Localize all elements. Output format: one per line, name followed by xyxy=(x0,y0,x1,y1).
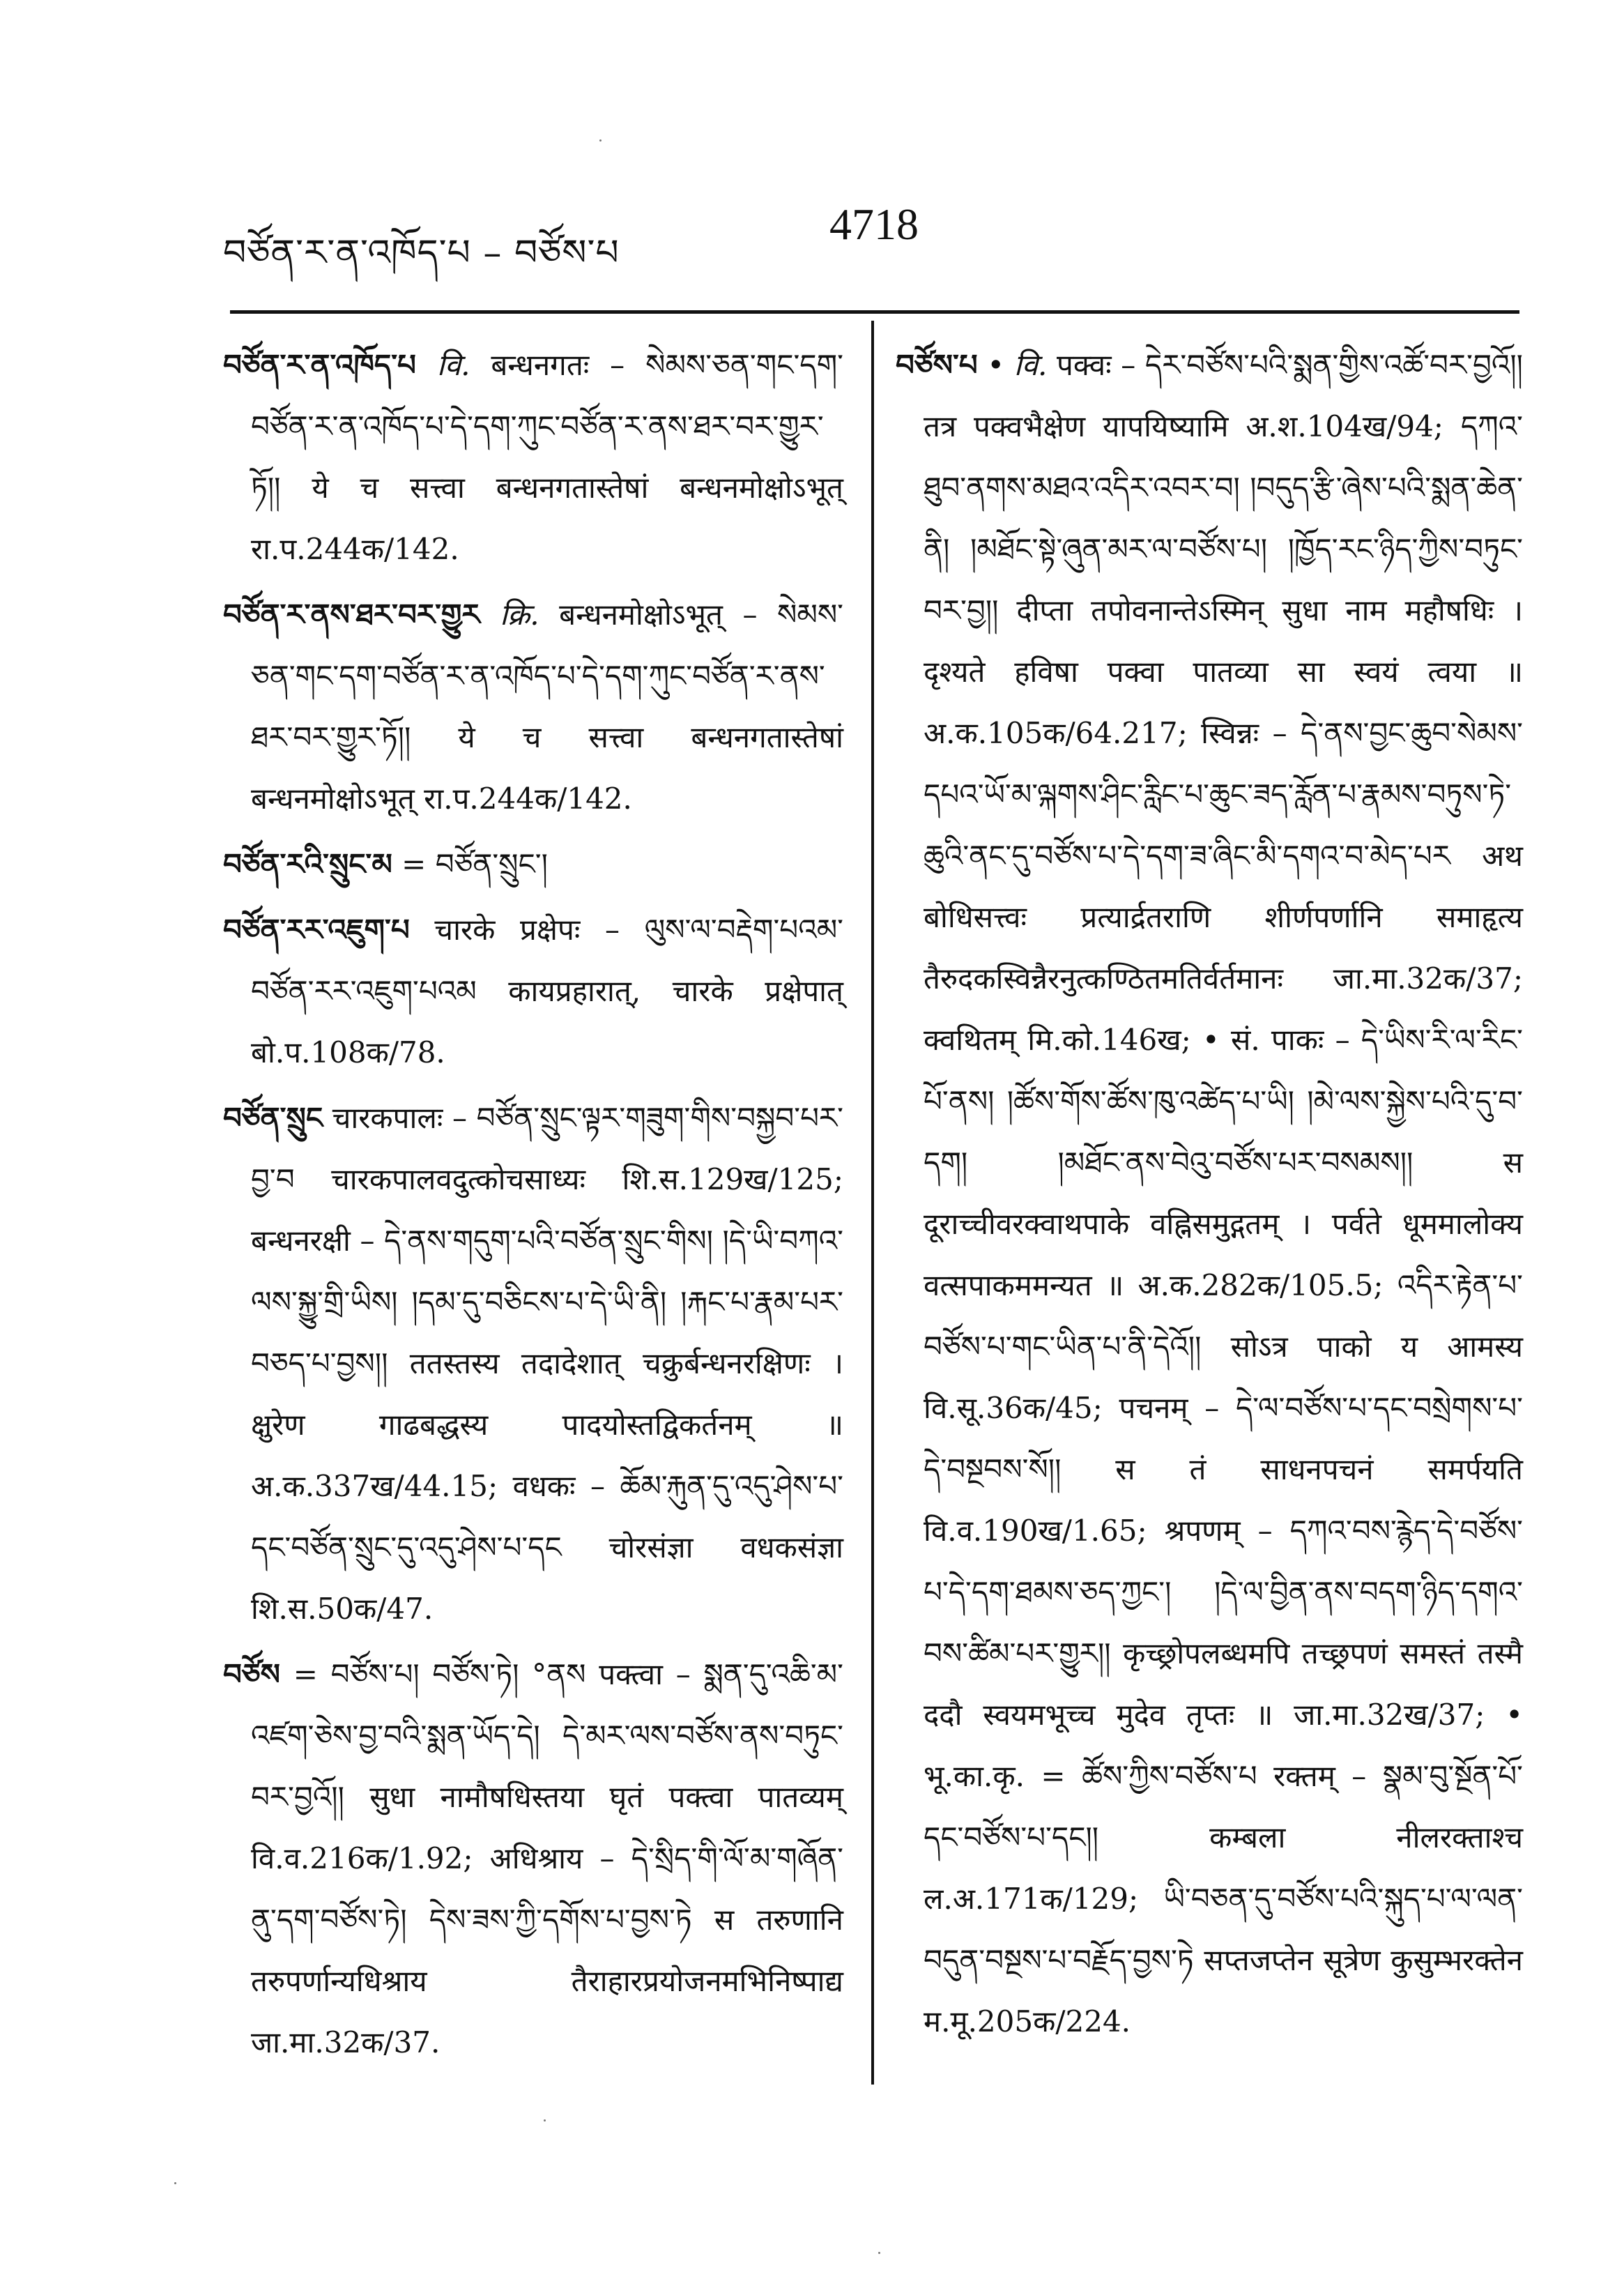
scan-speck xyxy=(544,2119,546,2121)
entry-text: चारके प्रक्षेपः – ལུས་ལ་བརྡེག་པའམ་བཙོན་རར་འཇུག་པའམ कायप्रहारात्, चारके प्रक्षेपात् बो.प.108क/78. xyxy=(251,913,843,1069)
scan-speck xyxy=(174,2182,176,2184)
entry-text: चारकपालः – བཙོན་སྲུང་ལྟར་གཟུག་གིས་བསྐྱབ་པར་བྱ་བ चारकपालवदुत्कोचसाध्यः शि.स.129ख/125; बन्धनरक्षी – དེ་ནས་གདུག་པའི་བཙོན་སྲུང་གིས། །དེ་ཡི་བཀའ་ལས་སྐྱུ་གྲི་ཡིས། །དམ་དུ་བཅིངས་པ་དེ་ཡི་ནི། །རྐང་པ་རྣམ་པར་བཅད་པ་བྱས།། ततस्तस्य तदादेशात् चक्रुर्बन्धनरक्षिणः । क्षुरेण गाढबद्धस्य पादयोस्तद्विकर्तनम् ॥ अ.क.337ख/44.15; वधकः – ཆོམ་རྐུན་དུ་འདུ་ཤེས་པ་དང་བཙོན་སྲུང་དུ་འདུ་ཤེས་པ་དང चोरसंज्ञा वधकसंज्ञा शि.स.50क/47. xyxy=(251,1101,843,1626)
entry-grammar: क्रि. xyxy=(500,597,539,632)
page-number: 4718 xyxy=(829,199,919,249)
entry-text: = བཙོས་པ། བཙོས་ཏེ། °ནས पक्त्वा – སྨན་དུ་འཆི་མ་འཛག་ཅེས་བྱ་བའི་སྨན་ཡོད་དེ། དེ་མར་ལས་བཙོས་ནས་བཏུང་བར་བྱའོ།། सुधा नामौषधिस्तया घृतं पक्त्वा पातव्यम् वि.व.216क/1.92; अधिश्राय – དེ་སྲིད་གི་ལོ་མ་གཞོན་ནུ་དག་བཙོས་ཏེ། དེས་ཟས་ཀྱི་དགོས་པ་བྱས་ཏེ स तरुणानि तरुपर्णान्यधिश्राय तैराहारप्रयोजनमभिनिष्पाद्य जा.मा.32क/37. xyxy=(251,1657,843,2059)
dictionary-entry xyxy=(223,584,843,830)
scan-speck xyxy=(878,2252,880,2254)
entry-headword: བཙོན་རའི་སྲུང་མ xyxy=(223,847,392,881)
entry-headword: བཙོན་ར་ནས་ཐར་བར་གྱུར xyxy=(223,597,480,632)
left-column xyxy=(223,335,843,2078)
entry-grammar: • वि. xyxy=(987,348,1048,382)
entry-headword: བཙོས xyxy=(223,1657,280,1691)
entry-headword: བཙོན་སྲུང xyxy=(223,1101,323,1135)
entry-headword: བཙོས་པ xyxy=(896,348,978,382)
entry-text: पक्वः – དེར་བཙོས་པའི་སྨན་གྱིས་འཚོ་བར་བྱའོ།། तत्र पक्वभैक्षेण यापयिष्यामि अ.श.104ख/94; དཀའ་ཐུབ་ནགས་མཐའ་འདིར་འབར་བ། །བདུད་རྩི་ཞེས་པའི་སྨན་ཆེན་ནི། །མཐོང་སྟེ་ཞུན་མར་ལ་བཙོས་པ། །ཁྱོད་རང་ཉིད་ཀྱིས་བཏུང་བར་བྱ།། दीप्ता तपोवनान्तेऽस्मिन् सुधा नाम महौषधिः । दृश्यते हविषा पक्वा पातव्या सा स्वयं त्वया ॥ अ.क.105क/64.217; स्विन्नः – དེ་ནས་བྱང་ཆུབ་སེམས་དཔའ་ཡོ་མ་ལྐགས་ཤིང་རླིང་པ་ཆུང་ཟད་རློན་པ་རྣམས་བཏུས་ཏེ་ཆུའི་ནང་དུ་བཙོས་པ་དེ་དག་ཟ་ཞིང་མི་དགའ་བ་མེད་པར अथ बोधिसत्त्वः प्रत्यार्द्रतराणि शीर्णपर्णानि समाहृत्य तैरुदकस्विन्नैरनुत्कण्ठितमतिर्वर्तमानः जा.मा.32क/37; क्वथितम् मि.को.146ख; • सं. पाकः – དེ་ཡིས་རི་ལ་རིང་པོ་ནས། །ཚོས་གོས་ཚོས་ཁུ་འཚེད་པ་ཡི། །མེ་ལས་སྐྱེས་པའི་དུ་བ་དག། །མཐོང་ནས་བེའུ་བཙོས་པར་བསམས།། स दूराच्चीवरक्वाथपाके वह्निसमुद्गतम् । पर्वते धूममालोक्य वत्सपाकममन्यत ॥ अ.क.282क/105.5; འདིར་རྟེན་པ་བཙོས་པ་གང་ཡིན་པ་ནི་དེའོ།། सोऽत्र पाको य आमस्य वि.सू.36क/45; पचनम् – དེ་ལ་བཙོས་པ་དང་བསྲེགས་པ་དེ་བསྔབས་སོ།། स तं साधनपचनं समर्पयति वि.व.190ख/1.65; श्रपणम् – དཀའ་བས་རྙེད་དེ་བཙོས་པ་དེ་དག་ཐམས་ཅད་ཀྱང་། །དེ་ལ་བྱིན་ནས་བདག་ཉིད་དགའ་བས་ཚིམ་པར་གྱུར།། कृच्छ्रोपलब्धमपि तच्छ्रपणं समस्तं तस्मै ददौ स्वयमभूच्च मुदेव तृप्तः ॥ जा.मा.32ख/37; • भू.का.कृ. = ཚོས་ཀྱིས་བཙོས་པ रक्तम् – སྣམ་བུ་སྔོན་པོ་དང་བཙོས་པ་དང།། कम्बला नीलरक्ताश्च ल.अ.171क/129; ཡི་བཅན་དུ་བཙོས་པའི་སྐུད་པ་ལ་ལན་བདུན་བསྔས་པ་བརྗོད་བྱས་ཏེ सप्तजप्तेन सूत्रेण कुसुम्भरक्तेन म.मू.205क/224. xyxy=(924,348,1523,2039)
right-column xyxy=(896,335,1523,2057)
entry-grammar: वि. xyxy=(436,348,470,382)
column-divider xyxy=(871,321,874,2085)
entry-headword: བཙོན་རར་འཇུག་པ xyxy=(223,913,410,947)
scan-speck xyxy=(599,139,602,142)
dictionary-entry xyxy=(896,335,1523,2052)
dictionary-entry xyxy=(223,335,843,580)
dictionary-entry xyxy=(223,834,843,895)
entry-text: बन्धनगतः – སེམས་ཅན་གང་དག་བཙོན་ར་ན་འཁོད་པ་དེ་དག་ཀུང་བཙོན་ར་ནས་ཐར་བར་གྱུར་ཏོ།། ये च सत्त्वा बन्धनगतास्तेषां बन्धनमोक्षोऽभूत् रा.प.244क/142. xyxy=(251,348,843,566)
header-rule xyxy=(230,310,1519,314)
entry-text: = བཙོན་སྲུང་། xyxy=(401,847,548,881)
dictionary-entry xyxy=(223,1644,843,2073)
dictionary-entry xyxy=(223,899,843,1083)
page-header xyxy=(223,199,1519,282)
running-head: བཙོན་ར་ན་འཁོད་པ – བཙོས་པ xyxy=(223,232,620,274)
dictionary-entry xyxy=(223,1088,843,1640)
entry-headword: བཙོན་ར་ན་འཁོད་པ xyxy=(223,348,416,382)
entry-text: बन्धनमोक्षोऽभूत् – སེམས་ཅན་གང་དག་བཙོན་ར་ན་འཁོད་པ་དེ་དག་ཀུང་བཙོན་ར་ནས་ཐར་བར་གྱུར་ཏོ།། ये च सत्त्वा बन्धनगतास्तेषां बन्धनमोक्षोऽभूत् रा.प.244क/142. xyxy=(251,597,844,816)
